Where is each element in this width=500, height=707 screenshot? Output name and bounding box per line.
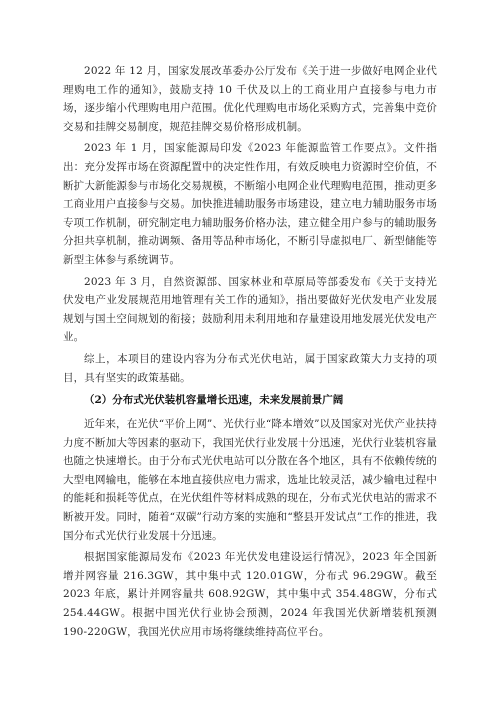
paragraph-land-use-notice: 2023 年 3 月，自然资源部、国家林业和草原局等部委发布《关于支持光伏发电产业发展规范用地管理有关工作的通知》，指出要做好光伏发电产业发展规划与国土空间规划的衔接；鼓励利用未利用地和存量建设用地发展光伏发电产业。 (63, 275, 437, 344)
section-heading: （2）分布式光伏装机容量增长迅速，未来发展前景广阔 (84, 394, 344, 407)
paragraph-policy-summary: 综上，本项目的建设内容为分布式光伏电站，属于国家政策大力支持的项目，具有坚实的政策基础。 (63, 352, 437, 384)
paragraph-capacity-statistics: 根据国家能源局发布《2023 年光伏发电建设运行情况》，2023 年全国新增并网容量 216.3GW，其中集中式 120.01GW，分布式 96.29GW。截至 2023 年底，累计并网容量共 608.92GW，其中集中式 354.48GW，分布式 254.44GW。根据中国光伏行业协会预测，2024 年我国光伏新增装机预测 190-220GW，我国光伏应用市场将继续维持高位平台。 (63, 551, 437, 638)
paragraph-ndrc-notice: 2022 年 12 月，国家发展改革委办公厅发布《关于进一步做好电网企业代理购电工作的通知》，鼓励支持 10 千伏及以上的工商业用户直接参与电力市场，逐步缩小代理购电用户范围。优化代理购电市场化采购方式，完善集中竞价交易和挂牌交易制度，规范挂牌交易价格形成机制。 (63, 65, 437, 133)
paragraph-industry-growth: 近年来，在光伏“平价上网”、光伏行业“降本增效”以及国家对光伏产业扶持力度不断加大等因素的驱动下，我国光伏行业发展十分迅速，光伏行业装机容量也随之快速增长。由于分布式光伏电站可以分散在各个地区，具有不依赖传统的大型电网输电，能够在本地直接供应电力需求，选址比较灵活，减少输电过程中的能耗和损耗等优点，在光伏组件等材料成熟的现在，分布式光伏电站的需求不断被开发。同时，随着“双碳”行动方案的实施和“整县开发试点”工作的推进，我国分布式光伏行业发展十分迅速。 (63, 418, 437, 542)
paragraph-nea-regulation: 2023 年 1 月，国家能源局印发《2023 年能源监管工作要点》。文件指出：充分发挥市场在资源配置中的决定性作用，有效反映电力资源时空价值，不断扩大新能源参与市场化交易规模，不断缩小电网企业代理购电范围，推动更多工商业用户直接参与交易。加快推进辅助服务市场建设，建立电力辅助服务市场专项工作机制，研究制定电力辅助服务价格办法，建立健全用户参与的辅助服务分担共享机制，推动调频、备用等品种市场化，不断引导虚拟电厂、新型储能等新型主体参与系统调节。 (63, 142, 437, 266)
